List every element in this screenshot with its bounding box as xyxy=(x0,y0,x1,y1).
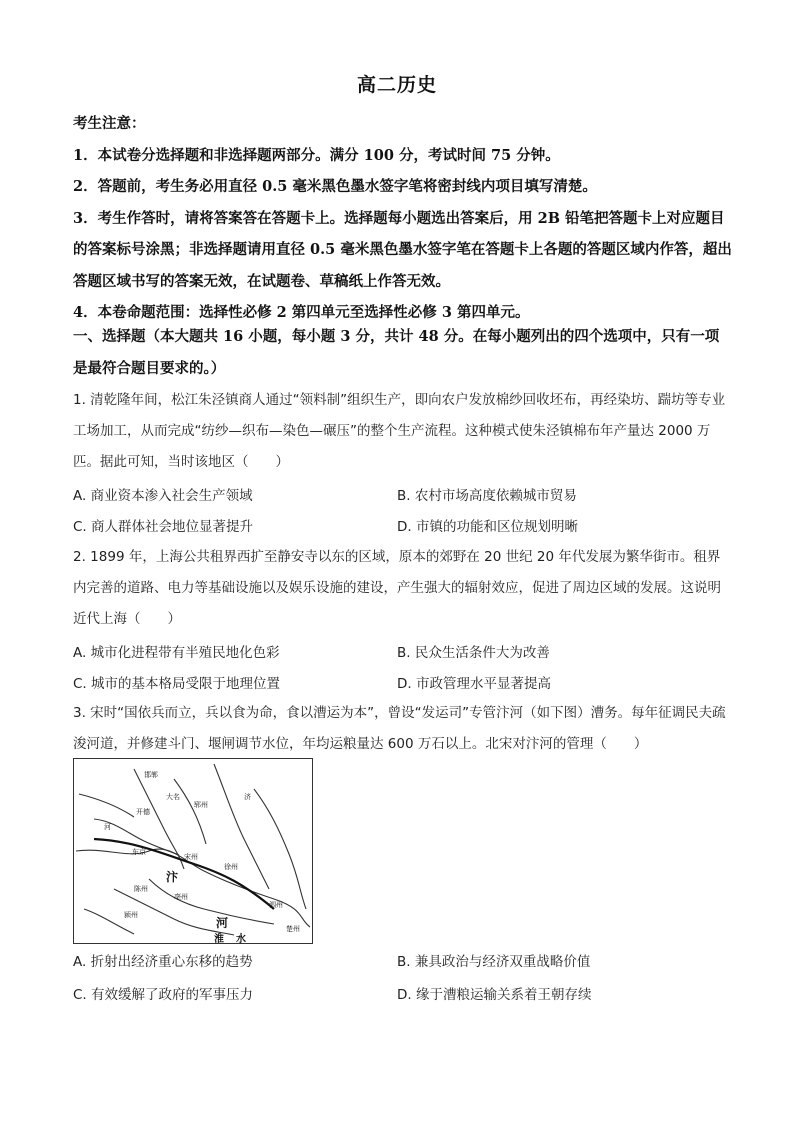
map-label-handan: 邯郸 xyxy=(144,771,158,779)
q1-option-a[interactable]: A. 商业资本渗入社会生产领域 xyxy=(73,488,253,504)
notice-item-2: 2．答题前，考生务必用直径 0.5 毫米黑色墨水签字笔将密封线内项目填写清楚。 xyxy=(73,178,597,195)
map-label-xuzhou: 徐州 xyxy=(224,863,238,871)
map-label-yingzhou: 颍州 xyxy=(124,911,138,919)
q1-option-c[interactable]: C. 商人群体社会地位显著提升 xyxy=(73,519,254,535)
q2-option-a[interactable]: A. 城市化进程带有半殖民地化色彩 xyxy=(73,645,280,661)
notice-item-3: 3．考生作答时，请将答案答在答题卡上。选择题每小题选出答案后，用 2B 铅笔把答题卡上对应题目的答案标号涂黑；非选择题请用直径 0.5 毫米黑色墨水签字笔在答题卡上各题的答题区域内作答，超出答题区域书写的答案无效，在试题卷、草稿纸上作答无效。 xyxy=(73,209,732,290)
exam-notice xyxy=(73,108,733,329)
q2-option-d[interactable]: D. 市政管理水平显著提高 xyxy=(397,676,551,692)
map-label-dongjing: 东京 xyxy=(132,848,146,856)
question-1-stem: 1. 清乾隆年间，松江朱泾镇商人通过“领料制”组织生产，即向农户发放棉纱回收坯布，再经染坊、踹坊等专业工场加工，从而完成“纺纱—织布—染色—碾压”的整个生产流程。这种模式使朱泾镇棉布年产量达 2000 万匹。据此可知，当时该地区（ ） xyxy=(73,392,726,470)
q2-option-c[interactable]: C. 城市的基本格局受限于地理位置 xyxy=(73,676,281,692)
map-label-daming: 大名 xyxy=(166,793,180,801)
q3-option-b[interactable]: B. 兼具政治与经济双重战略价值 xyxy=(397,954,591,970)
q1-option-b[interactable]: B. 农村市场高度依赖城市贸易 xyxy=(397,488,577,504)
map-label-he-north: 河 xyxy=(104,823,111,831)
q1-option-d[interactable]: D. 市镇的功能和区位规划明晰 xyxy=(397,519,578,535)
question-2-stem: 2. 1899 年，上海公共租界西扩至静安寺以东的区域，原本的郊野在 20 世纪 20 年代发展为繁华街市。租界内完善的道路、电力等基础设施以及娱乐设施的建设，产生强大的辐射效应，促进了周边区域的发展。这说明近代上海（ ） xyxy=(73,549,721,627)
map-label-sizhou: 泗州 xyxy=(269,901,283,909)
q3-option-a[interactable]: A. 折射出经济重心东移的趋势 xyxy=(73,954,253,970)
map-label-huai: 淮 xyxy=(214,934,224,943)
q3-option-c[interactable]: C. 有效缓解了政府的军事压力 xyxy=(73,987,254,1003)
question-3-stem: 3. 宋时“国依兵而立，兵以食为命，食以漕运为本”，曾设“发运司”专管汴河（如下图）漕务。每年征调民夫疏浚河道，并修建斗门、堰闸调节水位，年均运粮量达 600 万石以上。北宋对汴河的管理（ ） xyxy=(73,705,726,752)
notice-item-1: 1．本试卷分选择题和非选择题两部分。满分 100 分，考试时间 75 分钟。 xyxy=(73,146,560,164)
q2-option-b[interactable]: B. 民众生活条件大为改善 xyxy=(397,645,550,661)
bian-river-map-drawing xyxy=(74,759,312,943)
bian-river-map xyxy=(73,758,313,944)
map-label-he: 河 xyxy=(216,916,229,930)
map-label-chenzhou: 陈州 xyxy=(134,885,148,893)
map-label-yunzhou: 郓州 xyxy=(194,801,208,809)
section-title: 一、选择题（本大题共 16 小题，每小题 3 分，共计 48 分。在每小题列出的四个选项中，只有一项是最符合题目要求的。） xyxy=(73,328,720,377)
page-title: 高二历史 xyxy=(356,74,437,96)
q3-option-d[interactable]: D. 缘于漕粮运输关系着王朝存续 xyxy=(397,987,592,1003)
map-label-bian: 汴 xyxy=(166,870,179,884)
map-label-chuzhou: 楚州 xyxy=(286,925,300,933)
notice-item-4: 4．本卷命题范围：选择性必修 2 第四单元至选择性必修 3 第四单元。 xyxy=(73,304,530,321)
notice-heading: 考生注意： xyxy=(73,115,146,132)
map-label-shui: 水 xyxy=(236,934,246,943)
map-label-songzhou: 宋州 xyxy=(184,853,198,861)
map-label-bozhou: 亳州 xyxy=(174,893,188,901)
map-label-ji: 济 xyxy=(244,793,251,801)
map-label-kaide: 开德 xyxy=(136,808,150,816)
